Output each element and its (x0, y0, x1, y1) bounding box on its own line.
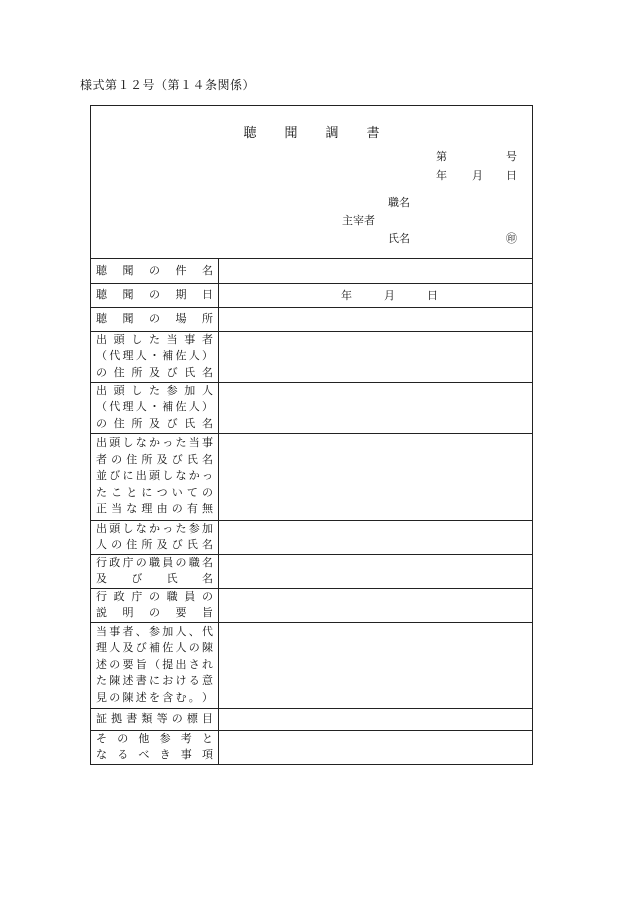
label-line: そ の 他 参 考 と (96, 731, 213, 745)
table-row (91, 708, 532, 730)
label-line: 見 の 陳 述 を 含 む 。 ） (96, 690, 213, 704)
label-line: の 住 所 及 び 氏 名 (96, 365, 213, 379)
table-row (91, 433, 532, 520)
table-row (91, 588, 532, 622)
value-attending-participant (219, 382, 533, 433)
label-line: 証 拠 書 類 等 の 標 目 (96, 711, 213, 725)
table-row (91, 554, 532, 588)
official-title-label: 職名 (388, 196, 410, 209)
value-attending-party (219, 331, 533, 382)
label-line: た 陳 述 書 に お け る 意 (96, 674, 213, 688)
header-date-month: 月 (472, 169, 483, 182)
row-label-statements (91, 622, 219, 708)
label-line: 出 頭 し た 参 加 人 (96, 383, 213, 397)
row-label-agency-staff (91, 554, 219, 588)
value-absent-party (219, 433, 533, 520)
label-line: 行 政 庁 の 職 員 の 職 名 (96, 555, 213, 569)
label-line: 述 の 要 旨 （ 提 出 さ れ (96, 657, 213, 671)
record-number-prefix: 第 (436, 150, 447, 163)
label-line: の 住 所 及 び 氏 名 (96, 416, 213, 430)
table-row (91, 730, 532, 764)
label-line: 及 び 氏 名 (96, 572, 213, 585)
row-label-hearing-place (91, 307, 219, 331)
label-line: 聴 聞 の 場 所 (96, 311, 213, 325)
row-label-other-reference (91, 730, 219, 764)
row-label-agency-explanation (91, 588, 219, 622)
form-title: 聴聞調書 (243, 126, 408, 141)
table-row (91, 259, 532, 283)
value-absent-participant (219, 520, 533, 554)
row-label-absent-participant (91, 520, 219, 554)
value-statements (219, 622, 533, 708)
row-label-attending-participant (91, 382, 219, 433)
hearing-record-form (90, 105, 533, 765)
table-row (91, 307, 532, 331)
label-line: 正 当 な 理 由 の 有 無 (96, 502, 213, 516)
row-label-attending-party (91, 331, 219, 382)
label-line: （ 代 理 人 ・ 補 佐 人 ） (96, 349, 213, 363)
seal-mark: ㊞ (506, 232, 517, 245)
table-row (91, 622, 532, 708)
label-line: 行 政 庁 の 職 員 の (96, 589, 213, 603)
value-other-reference (219, 730, 533, 764)
record-number-suffix: 号 (506, 150, 517, 163)
label-line: 理 人 及 び 補 佐 人 の 陳 (96, 641, 213, 655)
hearing-date-fields (341, 287, 470, 303)
label-line: 聴 聞 の 件 名 (96, 263, 213, 277)
label-line: 出 頭 し た 当 事 者 (96, 332, 213, 346)
row-label-case-name (91, 259, 219, 283)
table-row (91, 382, 532, 433)
value-hearing-date (219, 283, 533, 307)
row-label-evidence (91, 708, 219, 730)
name-label: 氏名 (388, 232, 410, 245)
table-row (91, 331, 532, 382)
label-line: な る べ き 事 項 (96, 748, 213, 762)
table-row (91, 520, 532, 554)
label-line: 出 頭 し な か っ た 当 事 (96, 436, 213, 450)
label-line: 並 び に 出 頭 し な か っ (96, 469, 213, 483)
label-line: た こ と に つ い て の (96, 485, 213, 499)
label-line: 説 明 の 要 旨 (96, 606, 213, 619)
value-case-name (219, 259, 533, 283)
presider-label: 主宰者 (342, 214, 375, 227)
record-table (91, 259, 532, 764)
header-date-day: 日 (506, 169, 517, 182)
label-line: 人 の 住 所 及 び 氏 名 (96, 538, 213, 551)
label-line: 聴 聞 の 期 日 (96, 287, 213, 301)
hearing-date-day: 日 (427, 289, 438, 302)
hearing-date-month: 月 (384, 289, 395, 302)
table-row (91, 283, 532, 307)
value-hearing-place (219, 307, 533, 331)
label-line: （ 代 理 人 ・ 補 佐 人 ） (96, 400, 213, 414)
value-agency-explanation (219, 588, 533, 622)
label-line: 者 の 住 所 及 び 氏 名 (96, 452, 213, 466)
value-agency-staff (219, 554, 533, 588)
label-line: 出 頭 し な か っ た 参 加 (96, 521, 213, 535)
form-header (91, 106, 532, 259)
form-reference: 様式第１２号（第１４条関係） (80, 78, 256, 92)
hearing-date-year: 年 (341, 289, 352, 302)
header-date-year: 年 (436, 169, 447, 182)
row-label-hearing-date (91, 283, 219, 307)
row-label-absent-party (91, 433, 219, 520)
value-evidence (219, 708, 533, 730)
label-line: 当 事 者 、 参 加 人 、 代 (96, 624, 213, 638)
